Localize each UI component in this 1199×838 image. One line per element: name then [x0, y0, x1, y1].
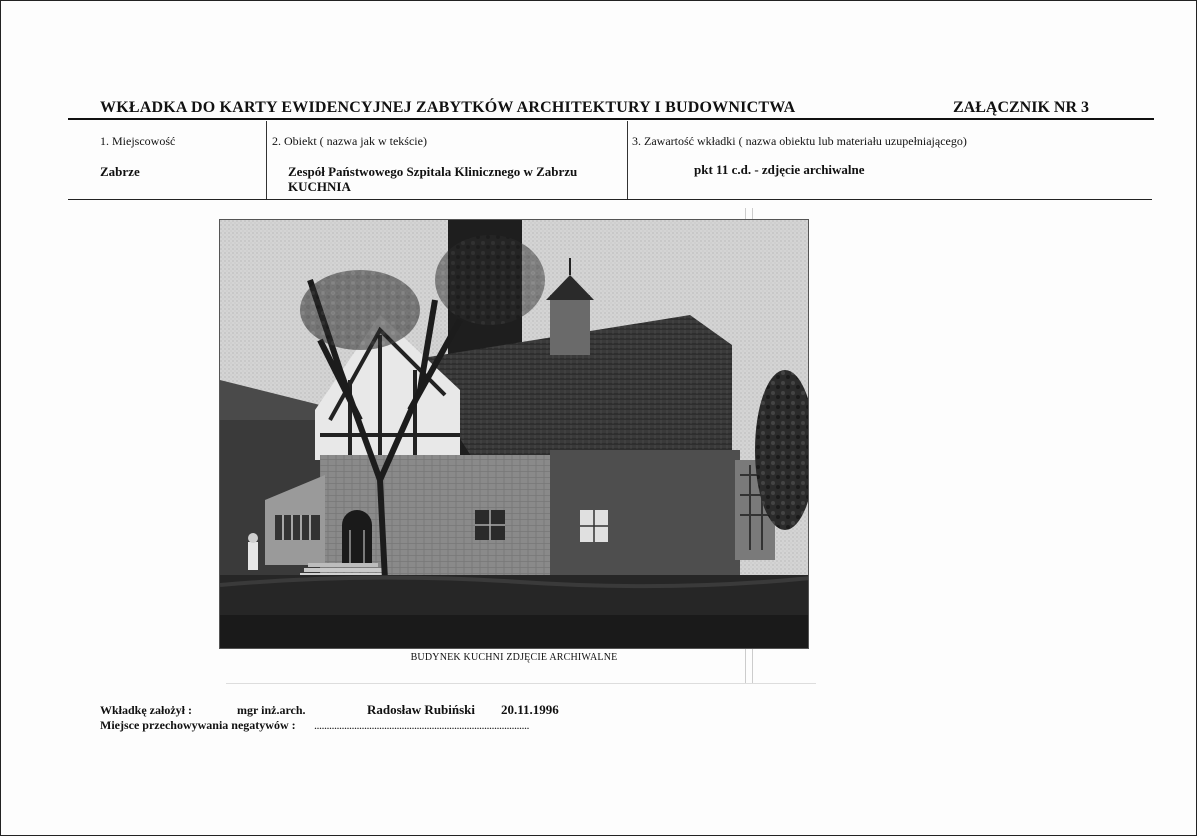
column-divider	[266, 121, 267, 199]
photo-caption: BUDYNEK KUCHNI ZDJĘCIE ARCHIWALNE	[410, 652, 618, 663]
founded-label: Wkładkę założył :	[100, 703, 192, 717]
negatives-label: Miejsce przechowywania negatywów :	[100, 718, 296, 732]
content-value: pkt 11 c.d. - zdjęcie archiwalne	[694, 162, 865, 177]
object-value: Zespół Państwowego Szpitala Klinicznego w Zabrzu	[288, 164, 578, 179]
annex-number: ZAŁĄCZNIK NR 3	[953, 99, 1090, 116]
document-title: WKŁADKA DO KARTY EWIDENCYJNEJ ZABYTKÓW ARCHITEKTURY I BUDOWNICTWA	[100, 99, 796, 116]
locality-heading: 1. Miejscowość	[100, 134, 176, 148]
header-table-bottom-rule	[68, 199, 1152, 200]
object-subvalue: KUCHNIA	[288, 179, 351, 194]
content-heading: 3. Zawartość wkładki ( nazwa obiektu lub materiału uzupełniającego)	[632, 134, 967, 148]
archival-photo	[219, 219, 809, 649]
author-name: Radosław Rubiński	[367, 702, 476, 717]
date-value: 20.11.1996	[501, 702, 559, 717]
column-divider	[627, 121, 628, 199]
author-title: mgr inż.arch.	[237, 703, 306, 717]
building-photo-illustration	[220, 220, 809, 649]
locality-value: Zabrze	[100, 164, 140, 179]
scan-edge-line	[226, 683, 816, 684]
header-rule	[68, 118, 1154, 120]
object-heading: 2. Obiekt ( nazwa jak w tekście)	[272, 134, 427, 148]
negatives-value: ......................................................................................	[314, 718, 529, 732]
